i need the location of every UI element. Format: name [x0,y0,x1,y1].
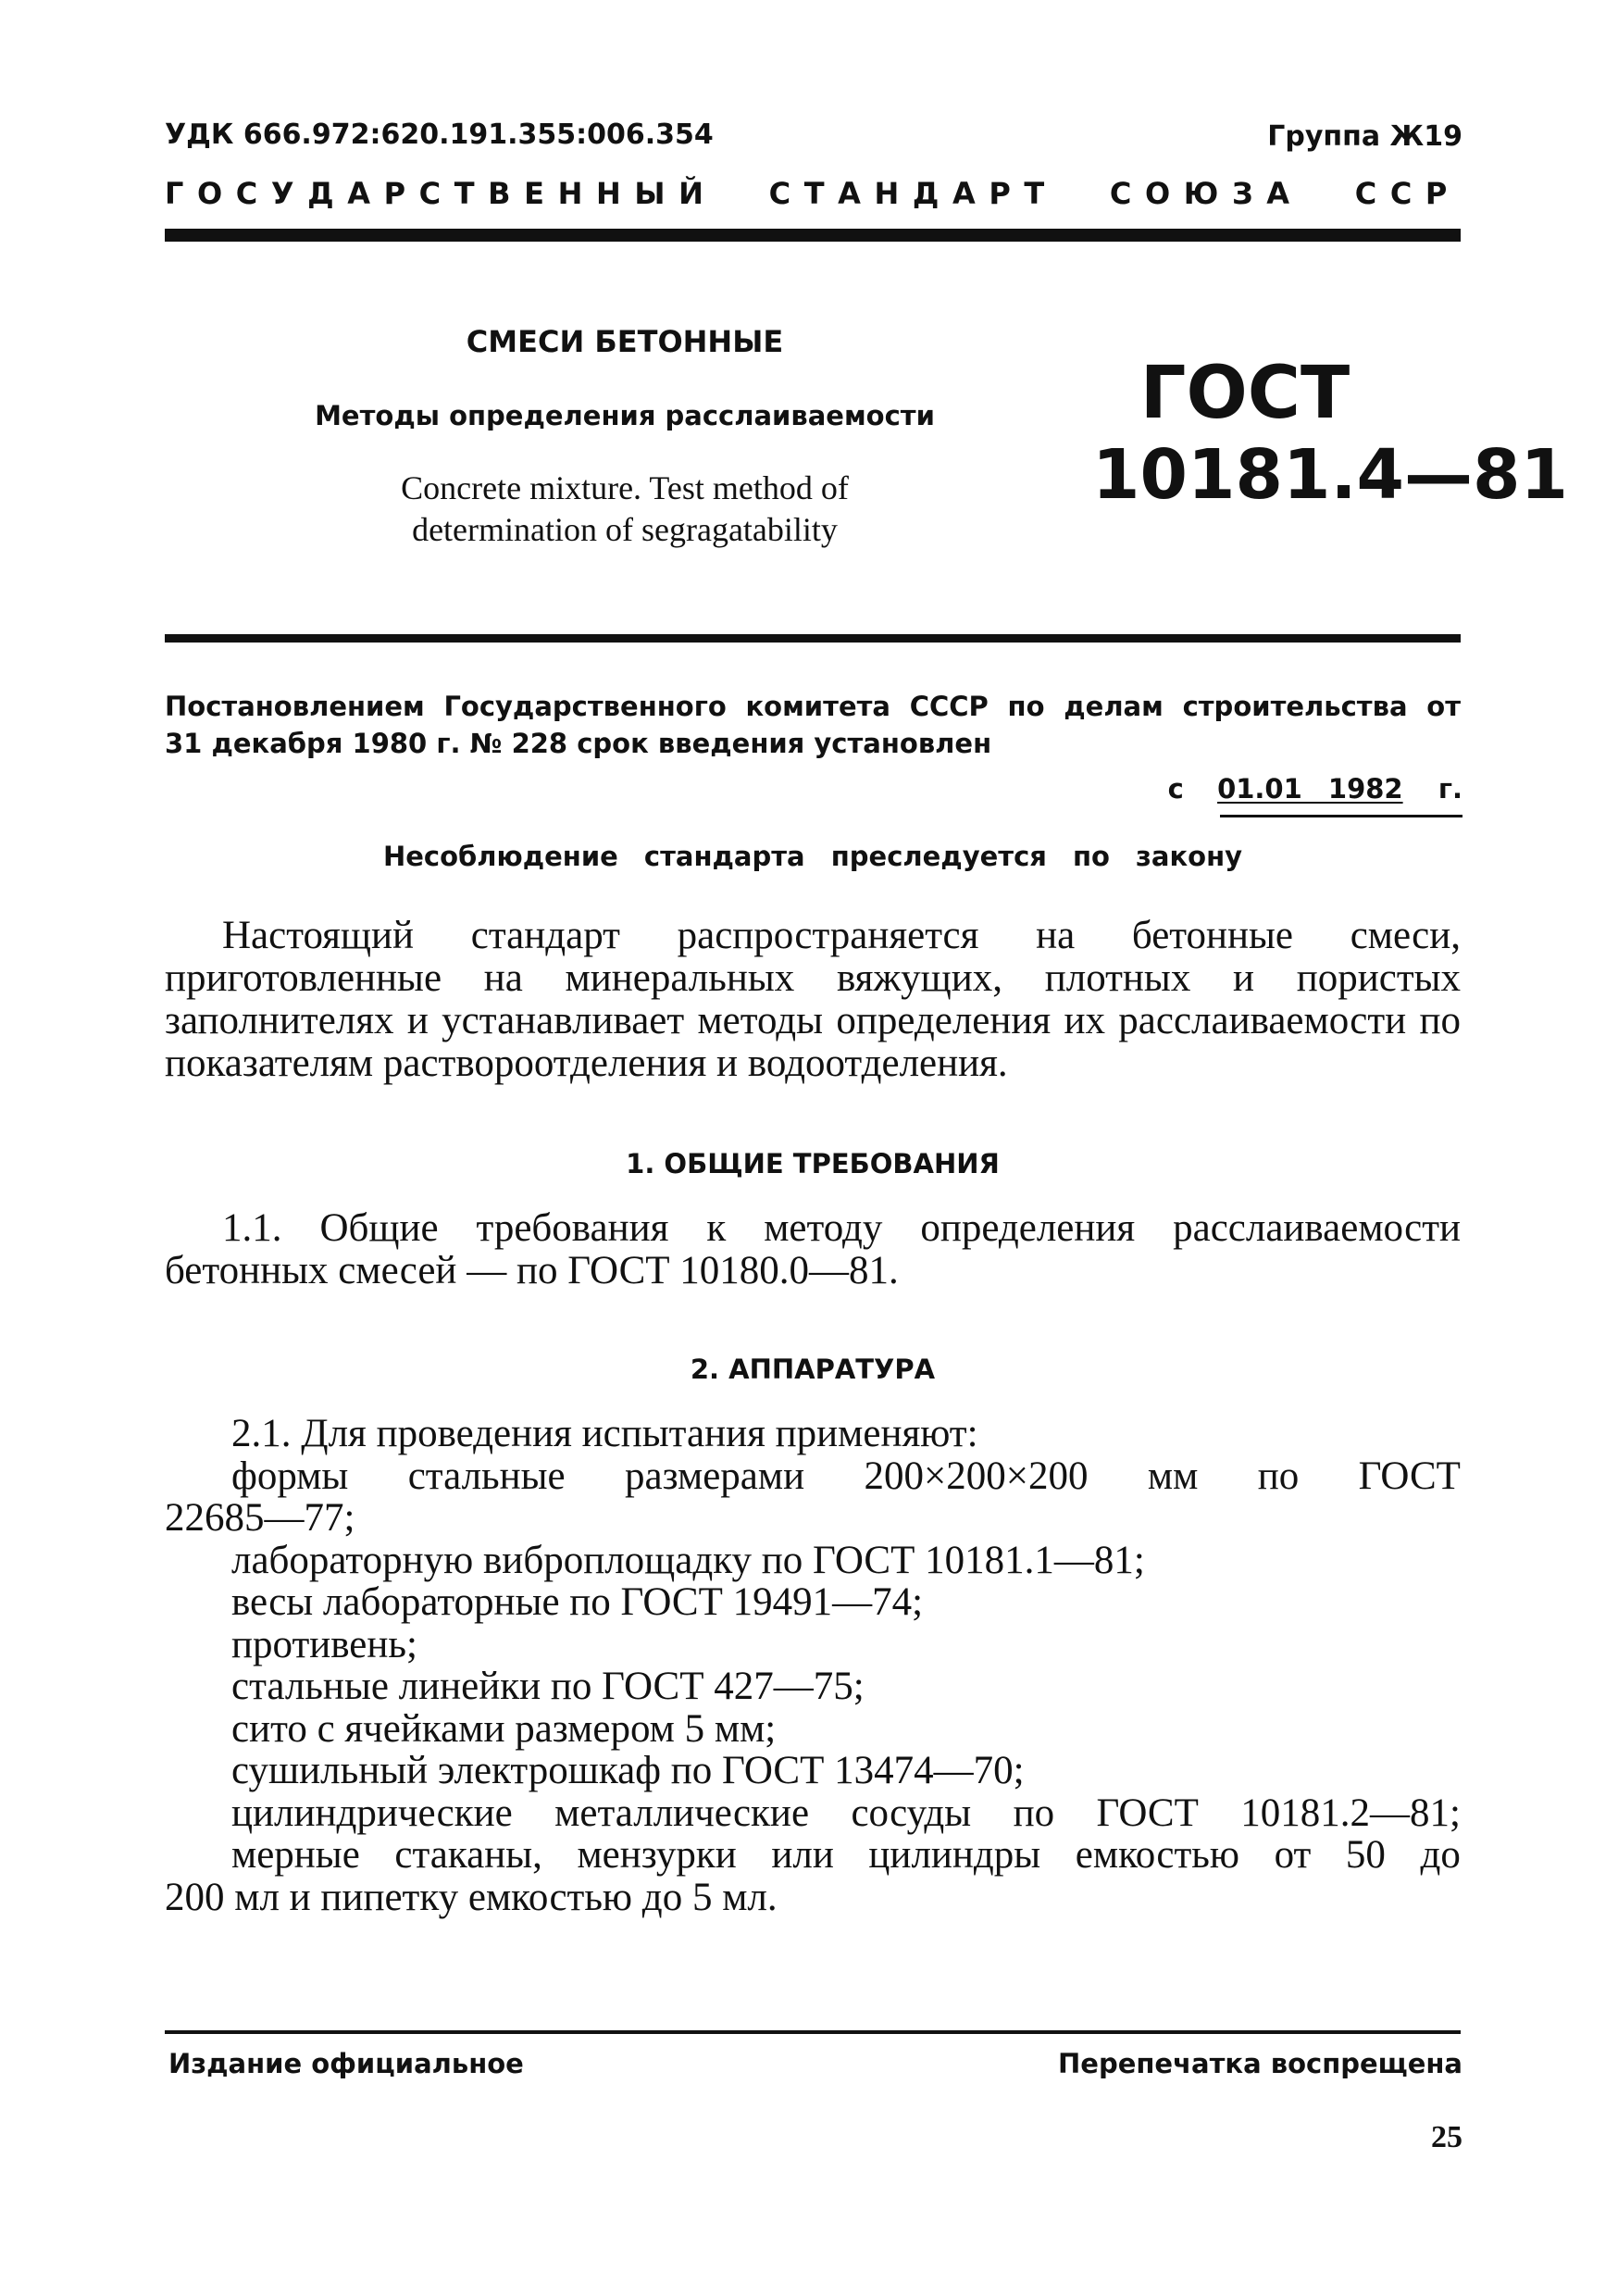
decree-line-2: 31 декабря 1980 г. № 228 срок введения установлен [165,728,992,759]
date-value: 01.01 1982 [1217,773,1403,805]
date-prefix: с [1167,773,1184,805]
list-item-continuation: 22685—77; [165,1496,355,1540]
title-rule [165,634,1461,643]
date-rule [1220,815,1462,817]
page-number: 25 [1431,2120,1462,2154]
section-2-heading: 2. АППАРАТУРА [690,1354,936,1385]
list-item: мерные стаканы, мензурки или цилиндры емкостью от 50 до [231,1833,1461,1877]
effective-date [1168,773,1462,805]
reprint-prohibited-note: Перепечатка воспрещена [1058,2048,1462,2079]
gost-number: 10181.4—81 [1092,435,1569,515]
header-rule [165,229,1461,242]
document-title: СМЕСИ БЕТОННЫЕ [466,324,784,359]
list-item: цилиндрические металлические сосуды по ГОСТ 10181.2—81; [231,1791,1461,1835]
list-item: сито с ячейками размером 5 мм; [231,1706,777,1751]
list-item: лабораторную виброплощадку по ГОСТ 10181.1—81; [231,1538,1145,1582]
document-subtitle: Методы определения расслаиваемости [315,400,935,431]
list-item: сушильный электрошкаф по ГОСТ 13474—70; [231,1749,1025,1792]
banner-word: ССР [1354,176,1461,211]
list-intro: 2.1. Для проведения испытания применяют: [231,1412,978,1455]
decree-line-1: Постановлением Государственного комитета СССР по делам строительства от [165,691,1461,722]
banner-word: СТАНДАРТ [768,176,1058,211]
footer-rule [165,2030,1461,2034]
section-1-heading: 1. ОБЩИЕ ТРЕБОВАНИЯ [626,1148,1000,1179]
intro-paragraph: Настоящий стандарт распространяется на бетонные смеси, приготовленные на минеральных вяжущих, плотных и пористых заполнителях и устанавливает методы определения их расслаиваемости по показателям раствороотделения и водоотделения. [165,914,1461,1085]
section-1-paragraph: 1.1. Общие требования к методу определения расслаиваемости бетонных смесей — по ГОСТ 10180.0—81. [165,1206,1461,1292]
list-item-continuation: 200 мл и пипетку емкостью до 5 мл. [165,1875,778,1919]
banner-word: СОЮЗА [1109,176,1303,211]
list-item: стальные линейки по ГОСТ 427—75; [231,1665,865,1708]
list-item: формы стальные размерами 200×200×200 мм по ГОСТ [231,1454,1461,1498]
list-item: противень; [231,1622,417,1666]
law-notice: Несоблюдение стандарта преследуется по закону [382,841,1243,872]
official-edition-note: Издание официальное [168,2048,524,2079]
state-standard-banner [165,176,1461,211]
date-suffix: г. [1438,773,1462,805]
udk-code: УДК 666.972:620.191.355:006.354 [165,119,714,151]
list-item: весы лабораторные по ГОСТ 19491—74; [231,1580,924,1624]
equipment-list [165,1413,1461,1918]
banner-word: ГОСУДАРСТВЕННЫЙ [165,176,717,211]
group-code: Группа Ж19 [1267,120,1462,153]
english-title: Concrete mixture. Test method of determination of segragatability [401,469,849,548]
gost-label: ГОСТ [1139,352,1350,435]
